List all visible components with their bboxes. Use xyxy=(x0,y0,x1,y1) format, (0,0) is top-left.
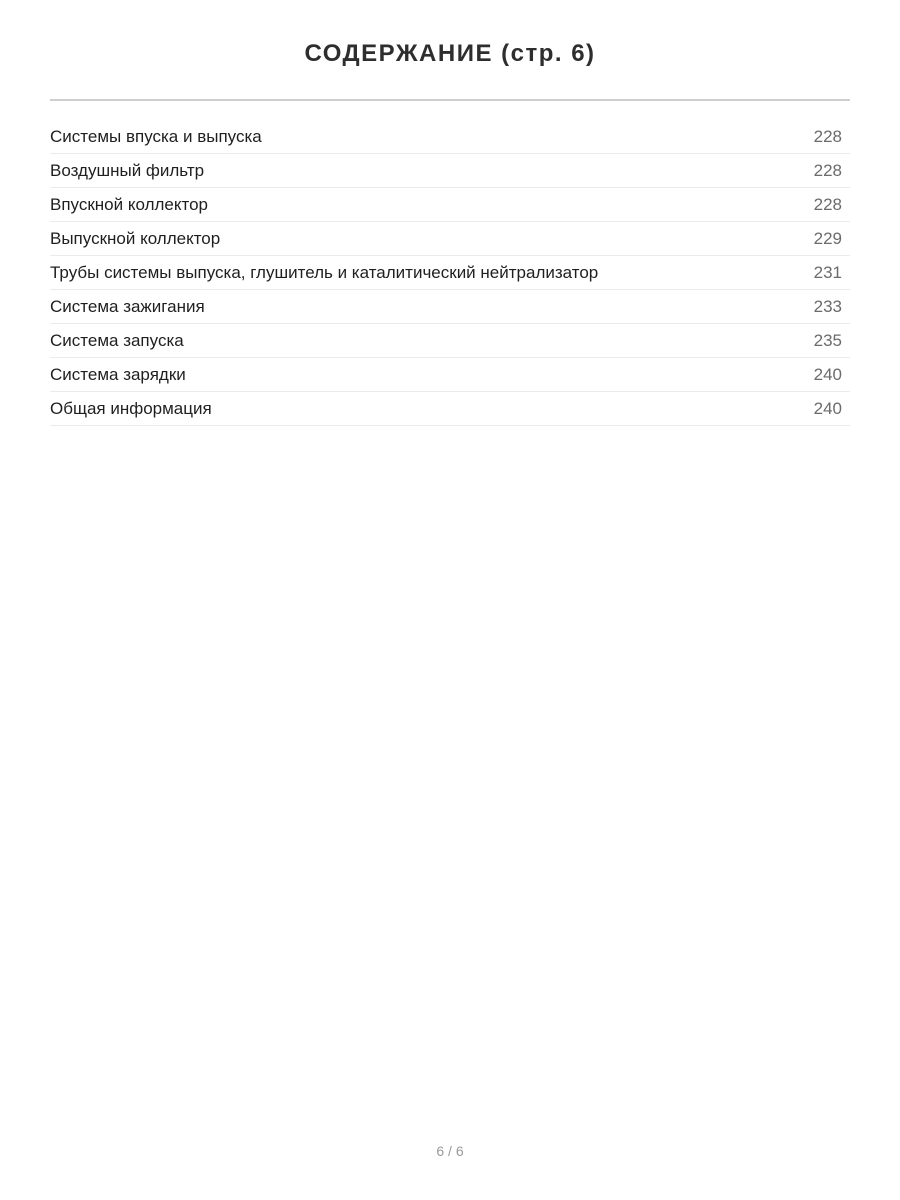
toc-entry-title: Система зарядки xyxy=(50,364,186,384)
toc-entry[interactable] xyxy=(50,120,850,154)
toc-entry[interactable] xyxy=(50,392,850,426)
toc-entry-page: 240 xyxy=(813,364,842,384)
toc-entry-title: Впускной коллектор xyxy=(50,194,208,214)
toc-entry[interactable] xyxy=(50,324,850,358)
toc-entry-title: Трубы системы выпуска, глушитель и каталитический нейтрализатор xyxy=(50,262,599,282)
toc-entry-title: Системы впуска и выпуска xyxy=(50,126,262,146)
toc-entry-page: 231 xyxy=(813,262,842,282)
toc-entry-page: 240 xyxy=(813,398,842,418)
toc-entry-title: Общая информация xyxy=(50,398,212,418)
toc-entry[interactable] xyxy=(50,358,850,392)
toc-entry-page: 229 xyxy=(813,228,842,248)
toc-entry-title: Система запуска xyxy=(50,330,184,350)
toc-entry[interactable] xyxy=(50,290,850,324)
toc-entry[interactable] xyxy=(50,154,850,188)
toc-entry[interactable] xyxy=(50,188,850,222)
toc-entry-title: Система зажигания xyxy=(50,296,205,316)
title-divider xyxy=(50,99,850,101)
toc-entry-title: Выпускной коллектор xyxy=(50,228,221,248)
toc-list xyxy=(50,120,850,426)
toc-entry-page: 228 xyxy=(813,126,842,146)
page-indicator: 6 / 6 xyxy=(436,1143,464,1159)
toc-entry[interactable] xyxy=(50,222,850,256)
toc-entry-page: 235 xyxy=(813,330,842,350)
toc-entry-page: 228 xyxy=(813,160,842,180)
toc-entry-page: 228 xyxy=(813,194,842,214)
toc-entry-title: Воздушный фильтр xyxy=(50,160,205,180)
toc-entry[interactable] xyxy=(50,256,850,290)
page-title: СОДЕРЖАНИЕ (стр. 6) xyxy=(304,40,596,67)
toc-entry-page: 233 xyxy=(813,296,842,316)
